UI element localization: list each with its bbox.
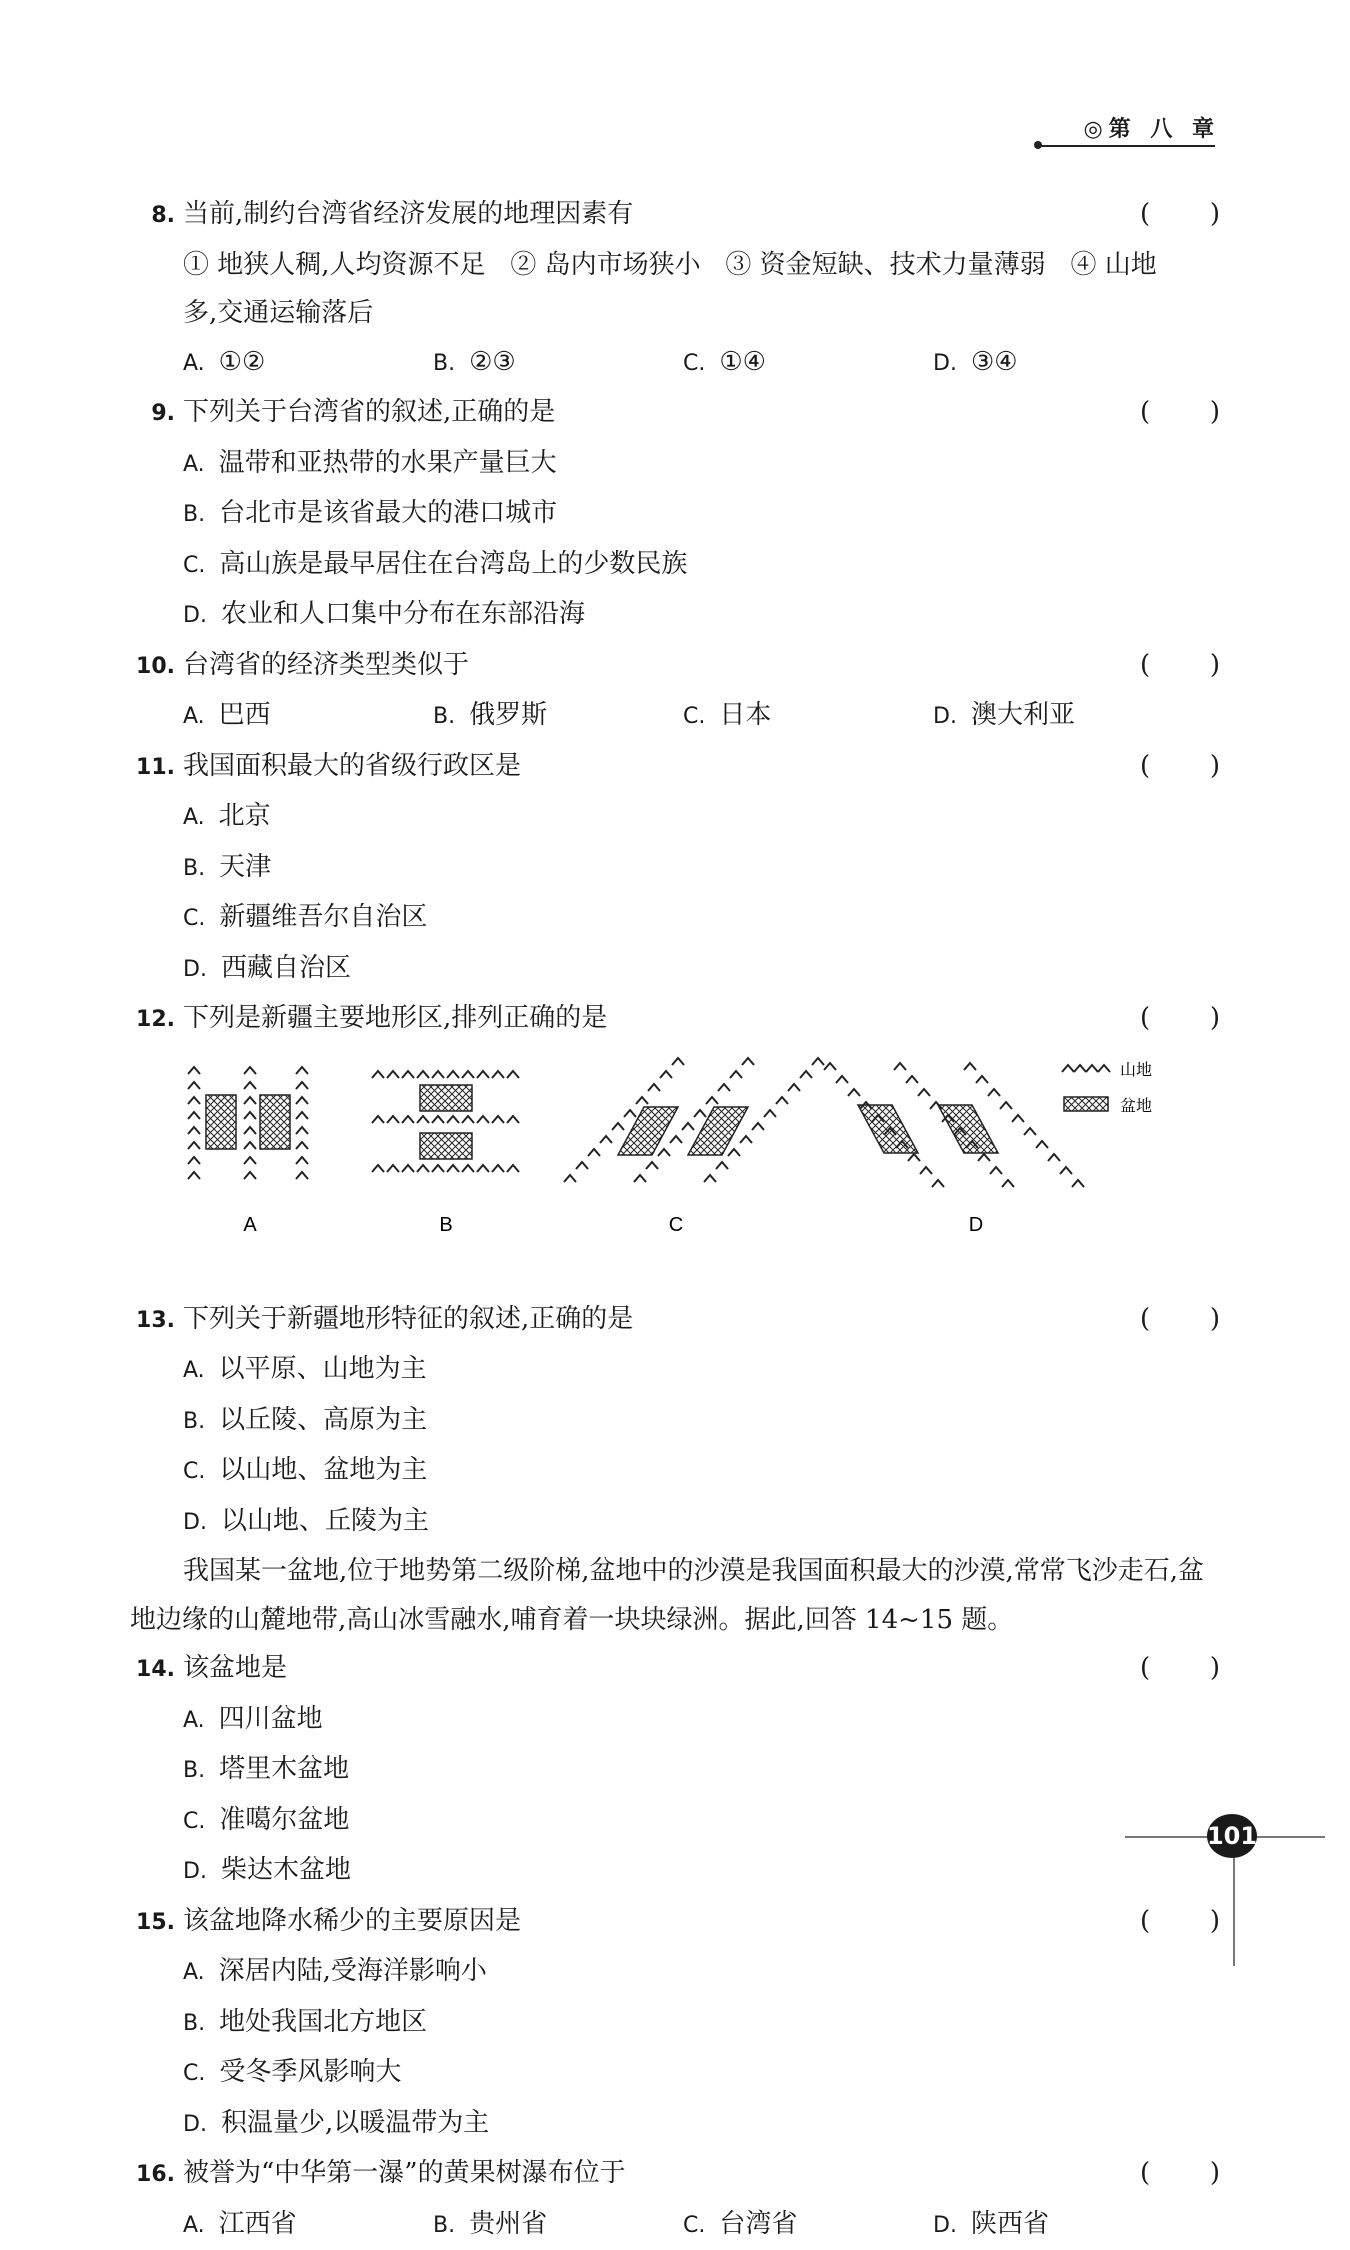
question-stem: 下列关于新疆地形特征的叙述,正确的是 [183,1295,1220,1344]
basin-icon [260,1095,290,1149]
option-letter: C. [183,2061,205,2086]
paren-close: ) [1210,388,1220,437]
option-text: 四川盆地 [219,1704,323,1734]
option-b[interactable] [183,1396,743,1447]
diagram-legend [1062,1060,1152,1115]
question-number: 8. [130,192,175,241]
option-text: 以丘陵、高原为主 [219,1405,427,1435]
option-b[interactable] [130,489,1220,540]
option-a[interactable] [183,691,433,742]
basin-icon [1064,1097,1108,1111]
option-text: 以山地、丘陵为主 [221,1506,429,1536]
option-text: 贵州省 [469,2209,547,2239]
options [130,1695,1220,1897]
question-8 [130,190,1220,388]
option-c-diagram[interactable] [564,1058,824,1236]
question-14 [130,1644,1220,1897]
question-number: 15. [130,1899,175,1948]
question-10 [130,641,1220,742]
question-stem: 我国面积最大的省级行政区是 [183,742,1220,791]
option-letter: C. [683,2213,705,2238]
paren-close: ) [1210,1295,1220,1344]
option-b-diagram[interactable] [372,1071,519,1236]
paren-close: ) [1210,1897,1220,1946]
option-letter: A. [183,704,205,729]
paren-open: ( [1140,1644,1150,1693]
question-13 [130,1295,1220,1548]
option-text: 塔里木盆地 [219,1754,349,1784]
diagram-label-d: D [969,1214,983,1236]
option-letter: D. [183,2112,207,2137]
question-stem: 下列是新疆主要地形区,排列正确的是 [183,994,1220,1043]
option-c[interactable] [130,540,1220,591]
paren-open: ( [1140,1295,1150,1344]
options [130,338,1220,389]
option-a-diagram[interactable] [188,1067,308,1236]
option-c[interactable] [183,1796,743,1847]
option-d[interactable] [183,1497,743,1548]
option-letter: D. [933,704,957,729]
option-a[interactable] [130,439,1220,490]
option-letter: D. [183,1510,207,1535]
option-c[interactable] [683,691,933,742]
option-text: ①④ [719,347,766,377]
paren-close: ) [1210,190,1220,239]
paren-close: ) [1210,1644,1220,1693]
paren-close: ) [1210,641,1220,690]
diagram-label-a: A [243,1214,257,1236]
option-letter: B. [183,502,205,527]
option-text: 江西省 [219,2209,297,2239]
option-a[interactable] [183,2200,433,2250]
basin-icon [938,1105,998,1153]
mountain-icon [564,1058,824,1182]
question-number: 13. [130,1297,175,1346]
option-text: 农业和人口集中分布在东部沿海 [221,599,585,629]
option-a[interactable] [183,338,433,389]
basin-icon [206,1095,236,1149]
option-letter: C. [183,1809,205,1834]
reading-passage: 我国某一盆地,位于地势第二级阶梯,盆地中的沙漠是我国面积最大的沙漠,常常飞沙走石,盆地边缘的山麓地带,高山冰雪融水,哺育着一块块绿洲。据此,回答 14~15 题。 [130,1547,1220,1644]
option-b[interactable] [433,691,683,742]
answer-blank[interactable] [1140,994,1220,1043]
paren-close: ) [1210,2149,1220,2198]
option-text: 西藏自治区 [221,953,351,983]
option-letter: C. [183,553,205,578]
basin-icon [420,1133,472,1159]
question-stem: 被誉为“中华第一瀑”的黄果树瀑布位于 [183,2149,1220,2198]
option-letter: D. [183,957,207,982]
option-d[interactable] [183,2099,743,2150]
option-letter: A. [183,2213,205,2238]
question-number: 14. [130,1646,175,1695]
basin-icon [858,1105,918,1153]
option-c[interactable] [183,2048,743,2099]
option-letter: D. [933,2213,957,2238]
question-11 [130,742,1220,995]
question-stem: 台湾省的经济类型类似于 [183,641,1220,690]
diagram-label-c: C [669,1214,683,1236]
option-letter: B. [183,2011,205,2036]
option-text: 以山地、盆地为主 [219,1455,427,1485]
option-letter: B. [433,2213,455,2238]
option-text: 台北市是该省最大的港口城市 [219,498,557,528]
option-text: 地处我国北方地区 [219,2007,427,2037]
option-a[interactable] [183,792,743,843]
option-d[interactable] [130,590,1220,641]
option-text: 日本 [719,700,771,730]
option-letter: A. [183,452,205,477]
legend-basin-label: 盆地 [1120,1096,1152,1115]
option-b[interactable] [433,338,683,389]
paren-open: ( [1140,388,1150,437]
paren-open: ( [1140,641,1150,690]
option-c[interactable] [683,338,933,389]
question-stem: 该盆地降水稀少的主要原因是 [183,1897,1220,1946]
statement-line: ① 地狭人稠,人均资源不足 ② 岛内市场狭小 ③ 资金短缺、技术力量薄弱 ④ 山地 [130,241,1220,290]
option-text: 台湾省 [719,2209,797,2239]
option-letter: C. [683,351,705,376]
option-c[interactable] [183,893,743,944]
option-text: 受冬季风影响大 [219,2057,401,2087]
option-text: 高山族是最早居住在台湾岛上的少数民族 [219,549,687,579]
option-letter: A. [183,805,205,830]
answer-blank[interactable] [1140,190,1220,239]
paren-open: ( [1140,994,1150,1043]
paren-open: ( [1140,190,1150,239]
option-letter: C. [683,704,705,729]
paren-close: ) [1210,994,1220,1043]
answer-blank[interactable] [1140,1644,1220,1693]
question-16 [130,2149,1220,2250]
answer-blank[interactable] [1140,1295,1220,1344]
option-text: 俄罗斯 [469,700,547,730]
question-number: 12. [130,996,175,1045]
answer-blank[interactable] [1140,2149,1220,2198]
basin-icon [420,1085,472,1111]
option-a[interactable] [183,1695,743,1746]
option-letter: A. [183,1708,205,1733]
option-c[interactable] [683,2200,933,2250]
option-letter: B. [183,1409,205,1434]
page-number: 101 [1207,1814,1257,1858]
option-text: 以平原、山地为主 [219,1354,427,1384]
paren-open: ( [1140,1897,1150,1946]
question-12 [130,994,1220,1295]
paren-open: ( [1140,2149,1150,2198]
option-d-diagram[interactable] [824,1063,1084,1236]
option-c[interactable] [183,1446,743,1497]
option-b[interactable] [183,843,743,894]
paren-close: ) [1210,742,1220,791]
options [130,1345,1220,1547]
statement-line: 多,交通运输落后 [130,289,1220,338]
legend-mountain-label: 山地 [1120,1060,1152,1079]
question-number: 9. [130,390,175,439]
option-letter: D. [183,603,207,628]
question-9 [130,388,1220,641]
option-a[interactable] [183,1345,743,1396]
option-letter: C. [183,906,205,931]
options [130,1947,1220,2149]
question-number: 10. [130,643,175,692]
option-d[interactable] [933,338,1183,389]
option-text: 陕西省 [971,2209,1049,2239]
option-text: 深居内陆,受海洋影响小 [219,1956,487,1986]
option-letter: A. [183,351,205,376]
options [130,691,1220,742]
header-rule [1040,145,1215,147]
answer-blank[interactable] [1140,742,1220,791]
answer-blank[interactable] [1140,641,1220,690]
chapter-header: ◎第 八 章 [1083,112,1220,143]
question-number: 16. [130,2151,175,2200]
diagram-label-b: B [439,1214,452,1236]
options [130,2200,1220,2250]
option-text: 巴西 [219,700,271,730]
option-letter: C. [183,1459,205,1484]
option-a[interactable] [183,1947,743,1998]
option-letter: B. [183,856,205,881]
question-number: 11. [130,744,175,793]
option-letter: D. [183,1859,207,1884]
option-d[interactable] [183,1846,743,1897]
option-letter: B. [433,351,455,376]
mountain-icon [1062,1065,1110,1072]
option-b[interactable] [183,1745,743,1796]
paren-open: ( [1140,742,1150,791]
option-text: ①② [219,347,266,377]
option-b[interactable] [433,2200,683,2250]
question-list [130,190,1220,2250]
terrain-diagram [130,1045,1220,1295]
question-15 [130,1897,1220,2150]
option-text: 北京 [219,801,271,831]
option-letter: A. [183,1960,205,1985]
option-text: 新疆维吾尔自治区 [219,902,427,932]
option-text: 天津 [219,852,271,882]
option-b[interactable] [183,1998,743,2049]
option-letter: D. [933,351,957,376]
option-letter: A. [183,1358,205,1383]
answer-blank[interactable] [1140,388,1220,437]
option-d[interactable] [933,691,1183,742]
option-d[interactable] [183,944,743,995]
options [130,792,1220,994]
option-text: 积温量少,以暖温带为主 [221,2108,489,2138]
option-d[interactable] [933,2200,1183,2250]
question-stem: 当前,制约台湾省经济发展的地理因素有 [183,190,1220,239]
question-stem: 下列关于台湾省的叙述,正确的是 [183,388,1220,437]
option-text: 澳大利亚 [971,700,1075,730]
page-number-area [1125,1810,1335,1961]
option-text: ③④ [971,347,1018,377]
option-text: 温带和亚热带的水果产量巨大 [219,448,557,478]
option-text: 柴达木盆地 [221,1855,351,1885]
option-text: 准噶尔盆地 [219,1805,349,1835]
option-letter: B. [183,1758,205,1783]
question-stem: 该盆地是 [183,1644,1220,1693]
option-letter: B. [433,704,455,729]
option-text: ②③ [469,347,516,377]
